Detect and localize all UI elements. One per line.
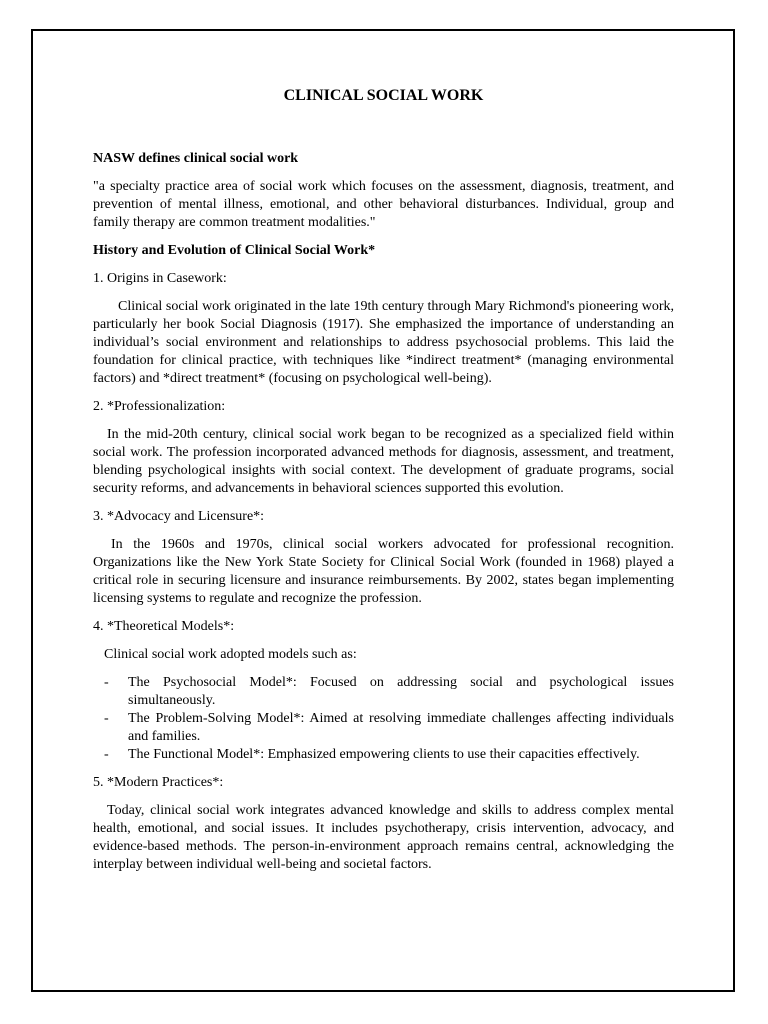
bullet-dash: - bbox=[104, 747, 109, 762]
section-heading-advocacy: 3. *Advocacy and Licensure*: bbox=[93, 509, 265, 524]
section-body-advocacy: In the 1960s and 1970s, clinical social workers advocated for professional recognition. Organizations like the New York State Society for Clinical Social Work (founded in 1968) played a critical role in securing licensure and insurance reimbursements. By 2002, states began implementing licensing systems to regulate and recognize the profession. bbox=[93, 537, 674, 606]
bullet-dash: - bbox=[104, 675, 109, 690]
nasw-definition-quote: "a specialty practice area of social work which focuses on the assessment, diagnosis, treatment, and prevention of mental illness, emotional, and other behavioral disturbances. Individual, group and family therapy are common treatment modalities." bbox=[93, 179, 674, 230]
list-item-text: The Functional Model*: Emphasized empowering clients to use their capacities effectively. bbox=[128, 747, 640, 762]
list-item bbox=[93, 674, 674, 710]
section-body-modern: Today, clinical social work integrates advanced knowledge and skills to address complex mental health, emotional, and social issues. It includes psychotherapy, crisis intervention, advocacy, and evidence-based methods. The person-in-environment approach remains central, acknowledging the interplay between individual well-being and societal factors. bbox=[93, 803, 674, 872]
list-item bbox=[93, 710, 674, 746]
section-heading-origins: 1. Origins in Casework: bbox=[93, 271, 227, 286]
history-heading: History and Evolution of Clinical Social Work* bbox=[93, 243, 376, 258]
bullet-dash: - bbox=[104, 711, 109, 726]
section-heading-modern: 5. *Modern Practices*: bbox=[93, 775, 224, 790]
section-heading-models: 4. *Theoretical Models*: bbox=[93, 619, 235, 634]
section-heading-professionalization: 2. *Professionalization: bbox=[93, 399, 226, 414]
document-title: CLINICAL SOCIAL WORK bbox=[283, 87, 484, 104]
models-list bbox=[93, 674, 674, 764]
section-body-professionalization: In the mid-20th century, clinical social work began to be recognized as a specialized field within social work. The profession incorporated advanced methods for diagnosis, assessment, and treatment, blending psychological insights with social context. The development of graduate programs, social security reforms, and advancements in behavioral sciences supported this evolution. bbox=[93, 427, 674, 496]
nasw-heading: NASW defines clinical social work bbox=[93, 151, 299, 166]
list-item bbox=[93, 746, 674, 764]
document-body bbox=[93, 86, 674, 884]
list-item-text: The Problem-Solving Model*: Aimed at resolving immediate challenges affecting individuals and families. bbox=[128, 711, 674, 744]
section-body-origins: Clinical social work originated in the late 19th century through Mary Richmond's pioneering work, particularly her book Social Diagnosis (1917). She emphasized the importance of understanding an individual’s social environment and relationships to address psychosocial problems. This laid the foundation for clinical practice, with techniques like *indirect treatment* (managing environmental factors) and *direct treatment* (focusing on psychological well-being). bbox=[93, 299, 674, 386]
list-item-text: The Psychosocial Model*: Focused on addressing social and psychological issues simultaneously. bbox=[128, 675, 674, 708]
section-body-models: Clinical social work adopted models such as: bbox=[104, 647, 357, 662]
